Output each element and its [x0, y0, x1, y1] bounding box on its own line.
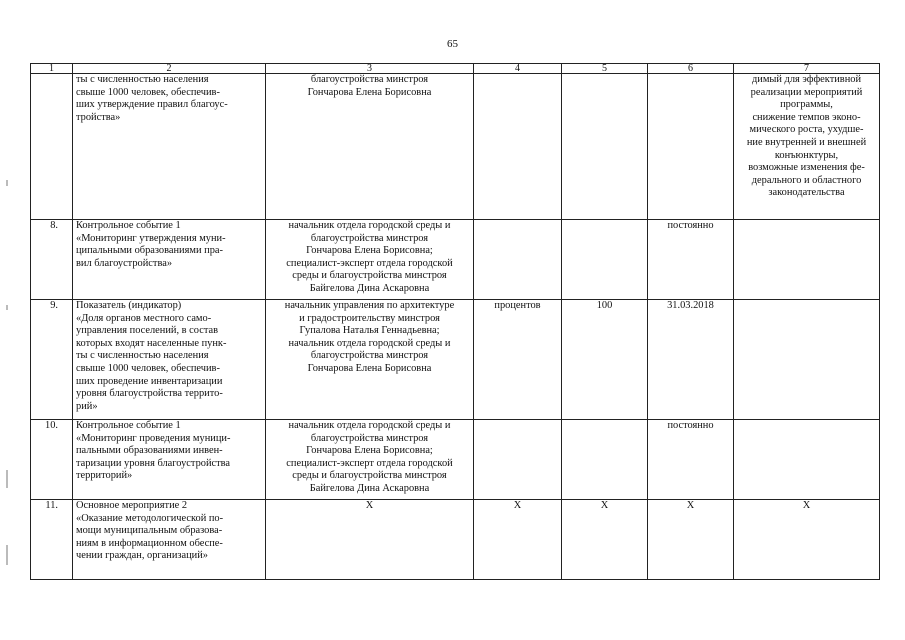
responsible-cell: начальник отдела городской среды и благоустройства минстроя Гончарова Елена Борисовна; специалист-эксперт отдела городской среды и благоустройства минстроя Байгелова Дина Аскаровна	[266, 420, 474, 500]
deadline-cell: постоянно	[648, 420, 734, 500]
responsible-cell: Х	[266, 500, 474, 580]
unit-cell: процентов	[474, 300, 562, 420]
risk-cell	[734, 220, 880, 300]
header-cell: 6	[648, 64, 734, 74]
scan-margin-mark	[6, 180, 8, 186]
responsible-cell: благоустройства минстроя Гончарова Елена Борисовна	[266, 74, 474, 220]
activity-name-cell: Контрольное событие 1 «Мониторинг утверждения муни- ципальными образованиями пра- вил благоустройства»	[73, 220, 266, 300]
header-row	[31, 64, 880, 74]
scan-margin-mark	[6, 470, 8, 488]
responsible-cell: начальник управления по архитектуре и градостроительству минстроя Гупалова Наталья Геннадьевна; начальник отдела городской среды и благоустройства минстроя Гончарова Елена Борисовна	[266, 300, 474, 420]
scan-margin-mark	[6, 305, 8, 310]
risk-cell	[734, 300, 880, 420]
value-cell: 100	[562, 300, 648, 420]
responsible-cell: начальник отдела городской среды и благоустройства минстроя Гончарова Елена Борисовна; специалист-эксперт отдела городской среды и благоустройства минстроя Байгелова Дина Аскаровна	[266, 220, 474, 300]
activity-name-cell: ты с численностью населения свыше 1000 человек, обеспечив- ших утверждение правил благоус- тройства»	[73, 74, 266, 220]
activity-name-cell: Показатель (индикатор) «Доля органов местного само- управления поселений, в состав которых входят населенные пунк- ты с численностью населения свыше 1000 человек, обеспечив- ших проведение инвентаризации уровня благоустройства террито- рий»	[73, 300, 266, 420]
value-cell	[562, 74, 648, 220]
row-number-cell	[31, 74, 73, 220]
header-cell: 1	[31, 64, 73, 74]
header-cell: 2	[73, 64, 266, 74]
unit-cell	[474, 420, 562, 500]
row-number-cell: 10.	[31, 420, 73, 500]
header-cell: 3	[266, 64, 474, 74]
deadline-cell	[648, 74, 734, 220]
unit-cell	[474, 74, 562, 220]
row-number-cell: 9.	[31, 300, 73, 420]
table-row	[31, 420, 880, 500]
risk-cell	[734, 420, 880, 500]
scan-margin-mark	[6, 545, 8, 565]
unit-cell	[474, 220, 562, 300]
activity-name-cell: Контрольное событие 1 «Мониторинг проведения муници- пальными образованиями инвен- таризации уровня благоустройства территорий»	[73, 420, 266, 500]
risk-cell: димый для эффективной реализации мероприятий программы, снижение темпов эконо- мического роста, ухудше- ние внутренней и внешней конъюнктуры, возможные изменения фе- дерального и областного законодательства	[734, 74, 880, 220]
deadline-cell: постоянно	[648, 220, 734, 300]
deadline-cell: 31.03.2018	[648, 300, 734, 420]
row-number-cell: 8.	[31, 220, 73, 300]
table-row	[31, 300, 880, 420]
header-cell: 5	[562, 64, 648, 74]
value-cell	[562, 220, 648, 300]
program-table	[30, 63, 880, 580]
activity-name-cell: Основное мероприятие 2 «Оказание методологической по- мощи муниципальным образова- ниям в информационном обеспе- чении граждан, организаций»	[73, 500, 266, 580]
table-row	[31, 500, 880, 580]
risk-cell: Х	[734, 500, 880, 580]
table-row	[31, 220, 880, 300]
unit-cell: Х	[474, 500, 562, 580]
page-number: 65	[447, 38, 458, 50]
header-cell: 4	[474, 64, 562, 74]
header-cell: 7	[734, 64, 880, 74]
deadline-cell: Х	[648, 500, 734, 580]
row-number-cell: 11.	[31, 500, 73, 580]
table-row	[31, 74, 880, 220]
value-cell: Х	[562, 500, 648, 580]
value-cell	[562, 420, 648, 500]
